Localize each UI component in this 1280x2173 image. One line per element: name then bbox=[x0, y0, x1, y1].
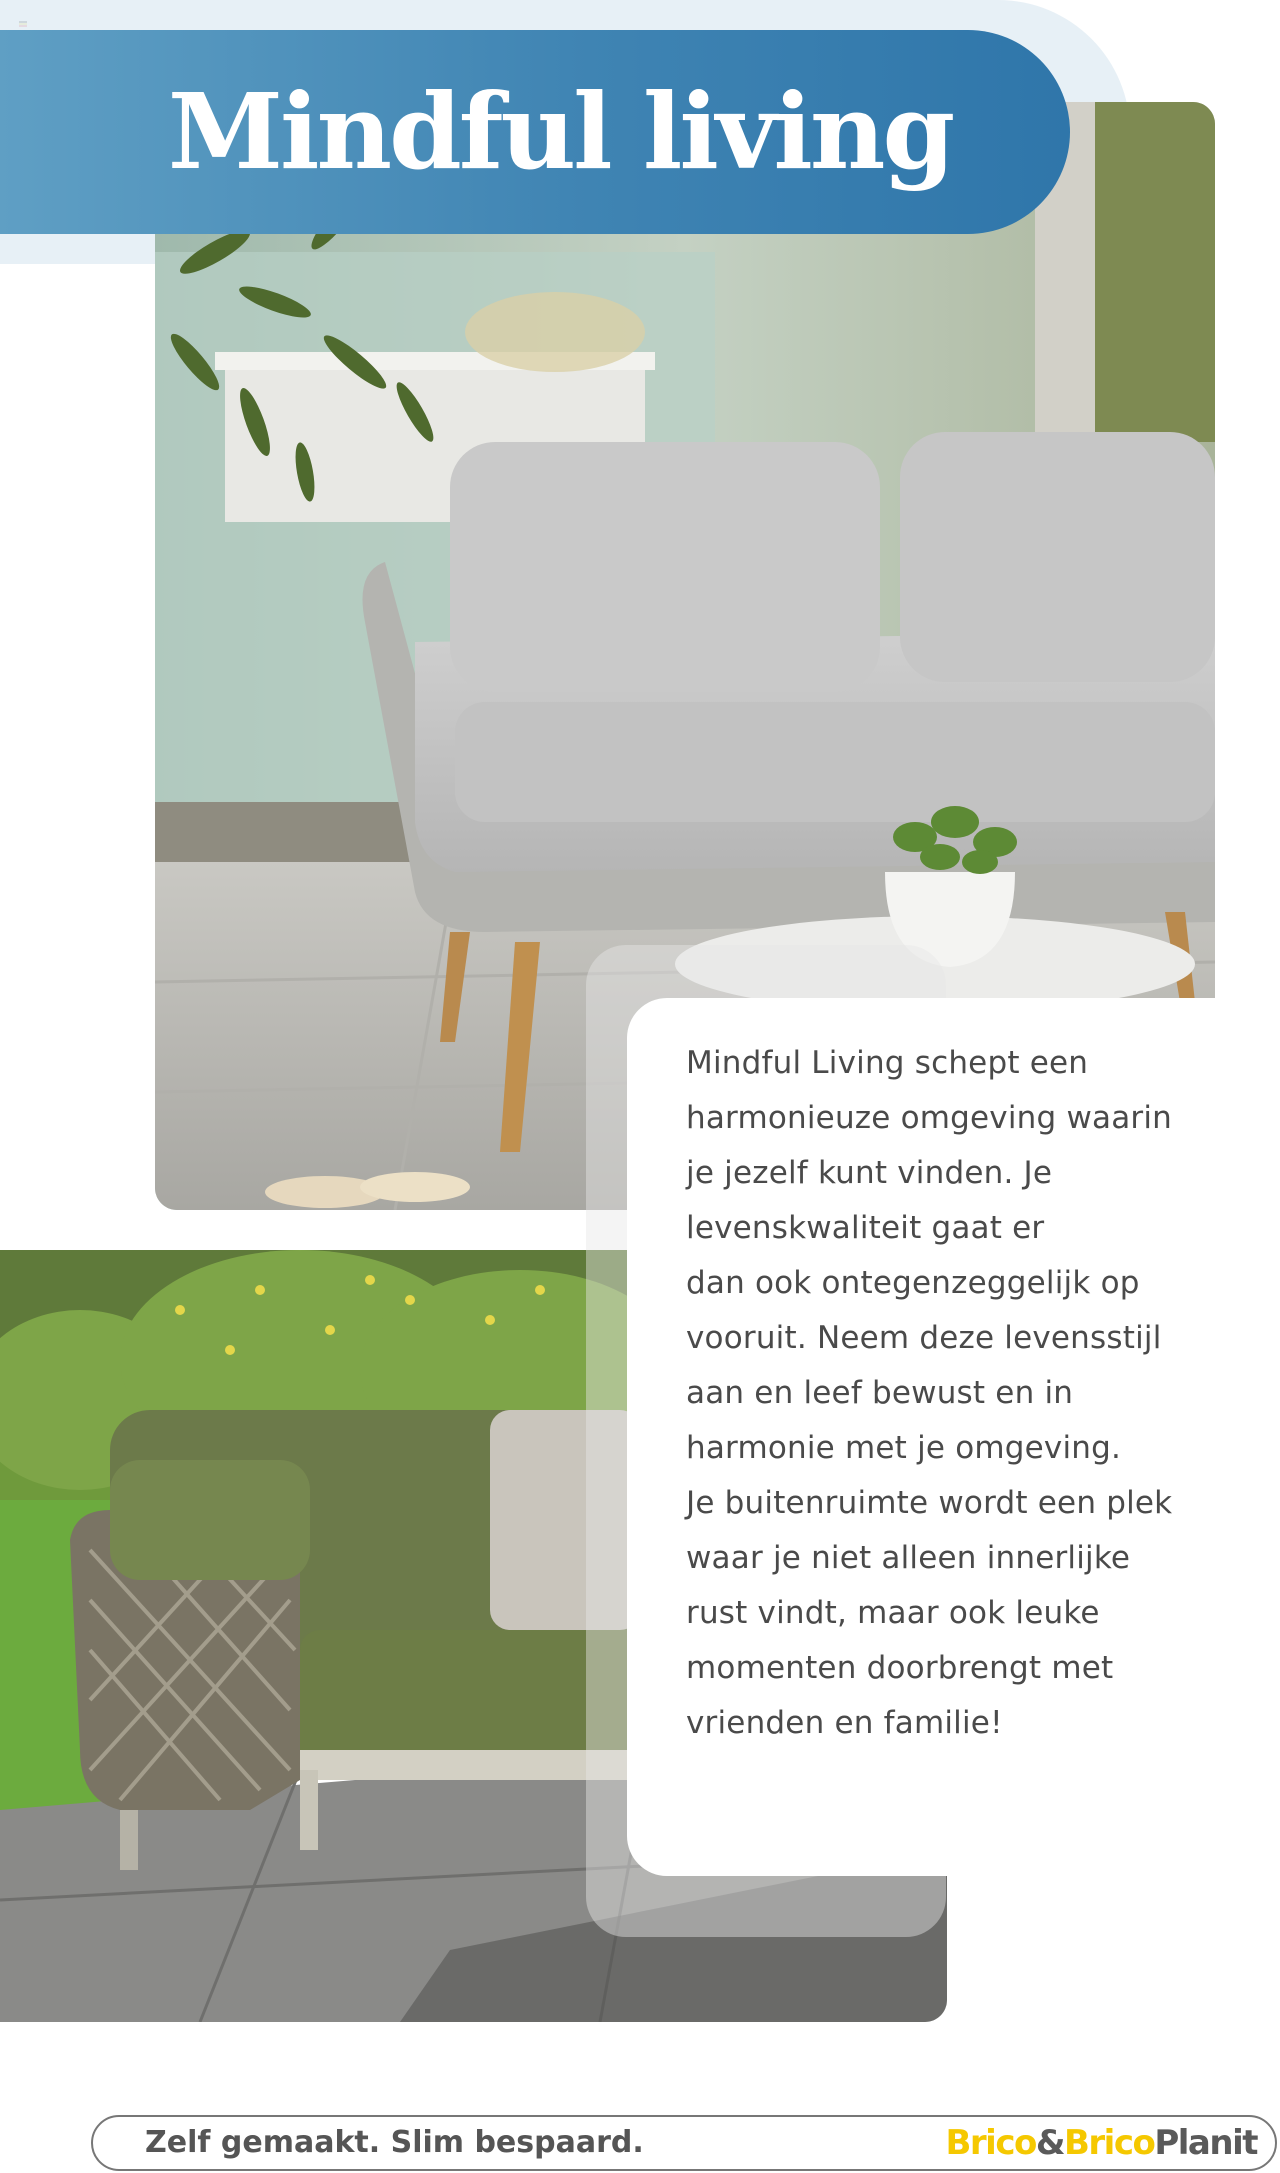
body-paragraph bbox=[686, 1036, 1266, 1751]
body-line: Je buitenruimte wordt een plek bbox=[686, 1485, 1173, 1521]
logo-planit: Planit bbox=[1154, 2123, 1257, 2163]
body-line: vooruit. Neem deze levensstijl bbox=[686, 1320, 1162, 1356]
body-line: aan en leef bewust en in bbox=[686, 1375, 1074, 1411]
footer-bar bbox=[91, 2115, 1277, 2171]
body-line: momenten doorbrengt met bbox=[686, 1650, 1114, 1686]
body-line: dan ook ontegenzeggelijk op bbox=[686, 1265, 1140, 1301]
title-banner bbox=[0, 30, 1070, 234]
logo-ampersand: & bbox=[1035, 2123, 1064, 2163]
page-title: Mindful living bbox=[167, 70, 953, 193]
body-line: harmonie met je omgeving. bbox=[686, 1430, 1122, 1466]
body-line: Mindful Living schept een bbox=[686, 1045, 1089, 1081]
logo-brico-2: Brico bbox=[1064, 2123, 1155, 2163]
brico-logo[interactable] bbox=[945, 2117, 1257, 2169]
body-line: vrienden en familie! bbox=[686, 1705, 1003, 1741]
body-line: waar je niet alleen innerlijke bbox=[686, 1540, 1131, 1576]
body-line: rust vindt, maar ook leuke bbox=[686, 1595, 1100, 1631]
body-line: je jezelf kunt vinden. Je bbox=[686, 1155, 1053, 1191]
text-card bbox=[627, 998, 1280, 1876]
logo-brico: Brico bbox=[945, 2123, 1036, 2163]
body-line: harmonieuze omgeving waarin bbox=[686, 1100, 1172, 1136]
footer-slogan: Zelf gemaakt. Slim bespaard. bbox=[145, 2125, 644, 2160]
body-line: levenskwaliteit gaat er bbox=[686, 1210, 1045, 1246]
